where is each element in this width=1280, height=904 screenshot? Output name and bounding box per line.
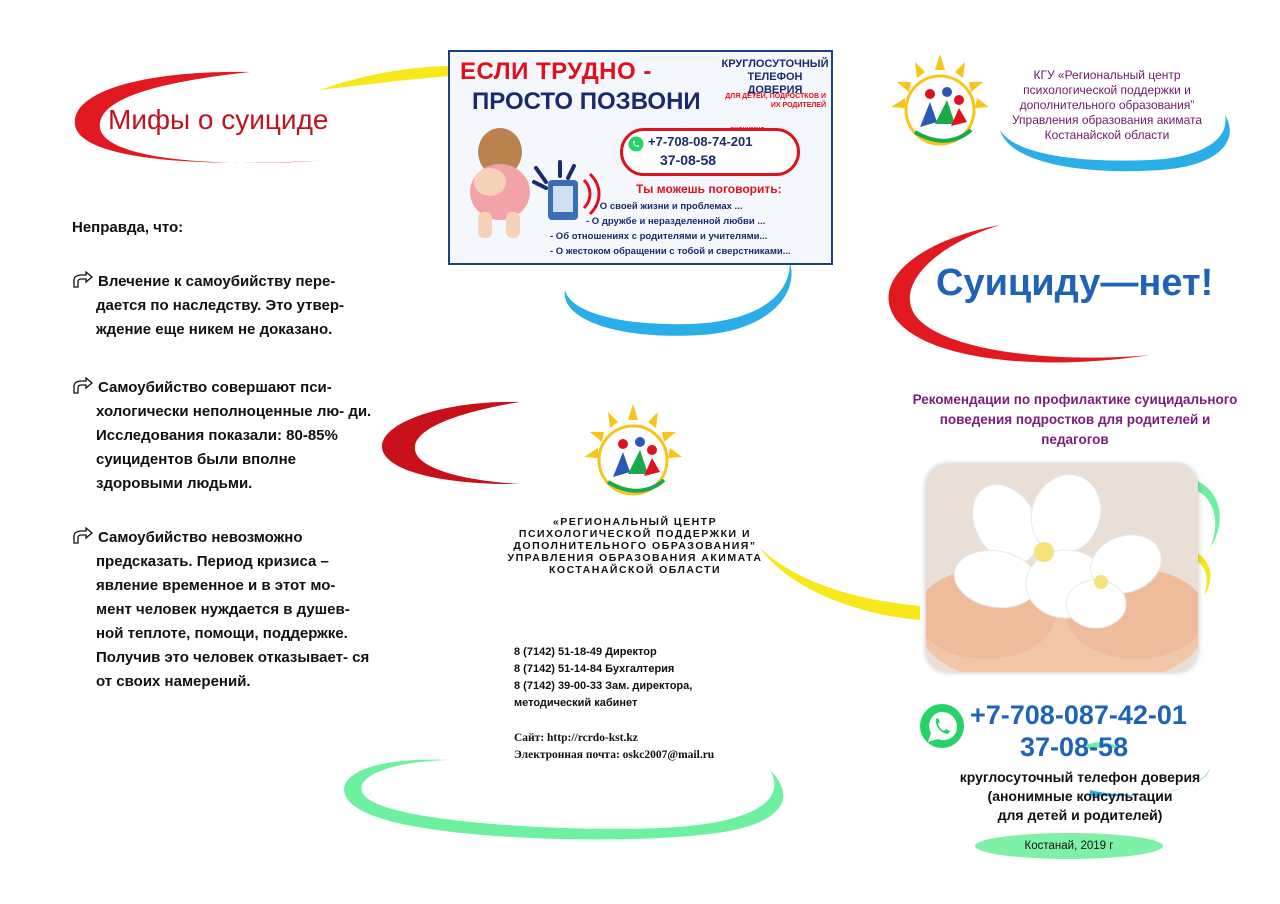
sad-child-illustration — [460, 122, 540, 242]
page-title: Суициду—нет! — [936, 262, 1214, 304]
contact-list — [514, 644, 692, 712]
myth-first-line: Самоубийство совершают пси- — [98, 379, 332, 396]
contact-line: 8 (7142) 51-18-49 Директор — [514, 646, 657, 658]
whatsapp-icon — [628, 136, 644, 152]
recommendations-subtitle: Рекомендации по профилактике суицидального поведения подростков для родителей и педагогов — [912, 392, 1238, 447]
myth-text: дается по наследству. Это утвер- ждение еще никем не доказано. — [96, 297, 344, 338]
share-arrow-icon — [72, 377, 94, 395]
contact-line: методический кабинет — [514, 697, 638, 709]
helpline-phone-mobile[interactable]: +7-708-087-42-01 — [970, 700, 1187, 730]
helpline-description — [945, 768, 1215, 825]
contact-line: 8 (7142) 51-14-84 Бухгалтерия — [514, 663, 675, 675]
center-org-name: «РЕГИОНАЛЬНЫЙ ЦЕНТР ПСИХОЛОГИЧЕСКОЙ ПОДДЕРЖКИ И ДОПОЛНИТЕЛЬНОГО ОБРАЗОВАНИЯ” УПРАВЛЕНИЯ ОБРАЗОВАНИЯ АКИМАТА КОСТАНАЙСКОЙ ОБЛАСТИ — [507, 516, 763, 576]
website-link[interactable]: Сайт: http://rcrdo-kst.kz — [514, 732, 638, 744]
email-link[interactable]: Электронная почта: oskc2007@mail.ru — [514, 749, 715, 761]
helpline-phone-city[interactable]: 37-08-58 — [1020, 732, 1129, 762]
whatsapp-icon — [918, 702, 966, 750]
myth-item — [72, 270, 372, 342]
poster-talk-title: Ты можешь поговорить: — [636, 182, 782, 196]
org-name: КГУ «Региональный центр психологической поддержки и дополнительного образования” Управления образования акимата Костанайской области — [1011, 68, 1203, 142]
helpline-line: (анонимные консультации — [987, 788, 1173, 804]
poster-audience: ДЛЯ ДЕТЕЙ, ПОДРОСТКОВ И ИХ РОДИТЕЛЕЙ — [725, 93, 826, 109]
myth-item — [72, 526, 372, 694]
poster-phone-city: 37-08-58 — [660, 152, 717, 168]
flower-in-hands-image — [926, 464, 1198, 672]
myth-first-line: Самоубийство невозможно — [98, 529, 303, 546]
poster-service: КРУГЛОСУТОЧНЫЙ ТЕЛЕФОН ДОВЕРИЯ — [721, 58, 829, 96]
poster-topic: - О жестоком обращении с тобой и сверстниками... — [550, 246, 791, 257]
contact-line: 8 (7142) 39-00-33 Зам. директора, — [514, 680, 693, 692]
poster-topic: - О дружбе и неразделенной любви ... — [586, 216, 766, 227]
poster-topics — [550, 199, 791, 259]
share-arrow-icon — [72, 527, 94, 545]
web-contacts — [514, 730, 714, 764]
center-logo-icon — [578, 402, 688, 502]
share-arrow-icon — [72, 271, 94, 289]
poster-phone-mobile: +7-708-08-74-201 — [648, 134, 753, 149]
flower-hands-photo — [926, 464, 1198, 672]
city-year-badge: Костанай, 2019 г — [975, 833, 1163, 859]
helpline-poster — [448, 50, 833, 265]
helpline-line: круглосуточный телефон доверия — [959, 769, 1201, 785]
myth-first-line: Влечение к самоубийству пере- — [98, 273, 336, 290]
myth-item — [72, 376, 372, 496]
poster-topic: - О своей жизни и проблемах ... — [594, 201, 743, 212]
myths-intro: Неправда, что: — [72, 219, 184, 236]
poster-headline-2: ПРОСТО ПОЗВОНИ — [472, 88, 701, 115]
poster-anonymous: анонимно — [730, 126, 765, 133]
myth-text: хологически неполноценные лю- ди. Исследования показали: 80-85% суицидентов были вполне здоровыми людьми. — [96, 403, 372, 492]
org-logo-icon — [884, 52, 996, 152]
myths-title: Мифы о суициде — [108, 104, 329, 135]
helpline-line: для детей и родителей) — [997, 807, 1163, 823]
poster-headline: ЕСЛИ ТРУДНО - — [460, 58, 652, 85]
poster-topic: - Об отношениях с родителями и учителями... — [550, 231, 768, 242]
myth-text: предсказать. Период кризиса – явление временное и в этот мо- мент человек нуждается в душев- ной теплоте, помощи, поддержке. Получив это человек отказывает- ся от своих намерений. — [96, 553, 370, 690]
